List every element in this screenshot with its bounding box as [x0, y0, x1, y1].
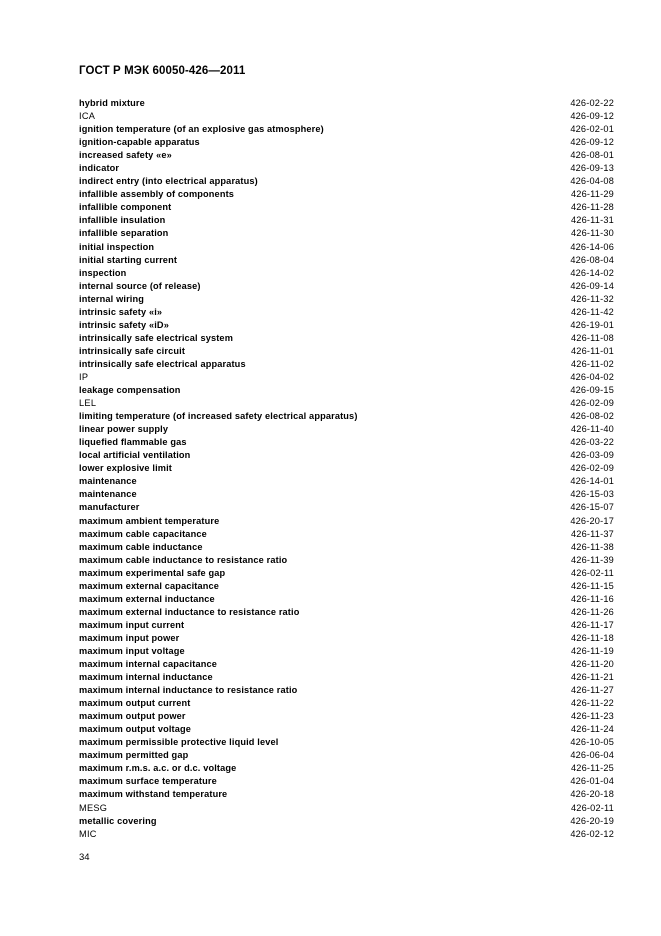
entry-code: 426-11-02 [570, 358, 614, 369]
index-entry [79, 710, 614, 723]
entry-term: initial inspection [79, 241, 155, 252]
page-number: 34 [79, 852, 90, 863]
index-entry [79, 749, 614, 762]
index-entry [79, 541, 614, 554]
entry-code: 426-11-18 [570, 632, 614, 643]
entry-code: 426-06-04 [570, 750, 614, 761]
entry-term: maximum permitted gap [79, 750, 189, 761]
entry-code: 426-02-01 [570, 124, 614, 135]
entry-code: 426-11-28 [570, 202, 614, 213]
entry-term: maximum external inductance [79, 593, 215, 604]
entry-term: limiting temperature (of increased safety electrical apparatus) [79, 411, 358, 422]
index-entry [79, 475, 614, 488]
index-entry [79, 214, 614, 227]
index-entry [79, 815, 614, 828]
index-entry [79, 462, 614, 475]
entry-term: maximum output voltage [79, 724, 192, 735]
index-entry [79, 501, 614, 514]
entry-code: 426-04-02 [570, 371, 614, 382]
entry-code: 426-09-15 [570, 385, 614, 396]
entry-code: 426-02-12 [570, 828, 614, 839]
entry-term: maintenance [79, 476, 137, 487]
entry-code: 426-11-31 [570, 215, 614, 226]
entry-code: 426-11-19 [570, 645, 614, 656]
index-entry [79, 188, 614, 201]
entry-code: 426-03-09 [570, 450, 614, 461]
entry-term: maximum cable capacitance [79, 528, 207, 539]
entry-term: liquefied flammable gas [79, 437, 187, 448]
entry-code: 426-09-12 [570, 111, 614, 122]
index-entry [79, 345, 614, 358]
index-entry [79, 136, 614, 149]
entry-term: linear power supply [79, 424, 169, 435]
entry-code: 426-14-01 [570, 476, 614, 487]
term-index-list [79, 97, 614, 841]
entry-code: 426-11-30 [570, 228, 614, 239]
index-entry [79, 658, 614, 671]
entry-code: 426-02-22 [570, 98, 614, 108]
index-entry [79, 332, 614, 345]
entry-term: intrinsically safe electrical apparatus [79, 358, 246, 369]
entry-term: maximum experimental safe gap [79, 567, 226, 578]
entry-term: infallible insulation [79, 215, 166, 226]
entry-code: 426-02-11 [570, 567, 614, 578]
index-entry [79, 436, 614, 449]
entry-code: 426-11-17 [570, 619, 614, 630]
index-entry [79, 449, 614, 462]
entry-code: 426-10-05 [570, 737, 614, 748]
entry-code: 426-11-01 [570, 345, 614, 356]
entry-term: ignition-capable apparatus [79, 137, 200, 148]
entry-code: 426-14-02 [570, 267, 614, 278]
index-entry [79, 619, 614, 632]
entry-code: 426-08-01 [570, 150, 614, 161]
entry-code: 426-11-26 [570, 606, 614, 617]
entry-code: 426-01-04 [570, 776, 614, 787]
index-entry [79, 227, 614, 240]
index-entry [79, 802, 614, 815]
entry-term: maximum cable inductance to resistance ratio [79, 554, 288, 565]
entry-code: 426-02-11 [570, 802, 614, 813]
entry-term: infallible assembly of components [79, 189, 235, 200]
index-entry [79, 280, 614, 293]
entry-term: infallible separation [79, 228, 169, 239]
entry-term: maximum output current [79, 698, 191, 709]
entry-term: MESG [79, 802, 108, 813]
entry-code: 426-02-09 [570, 463, 614, 474]
entry-term: maximum external capacitance [79, 580, 220, 591]
index-entry [79, 97, 614, 110]
index-entry [79, 671, 614, 684]
index-entry [79, 762, 614, 775]
index-entry [79, 775, 614, 788]
entry-code: 426-09-12 [570, 137, 614, 148]
entry-term: maximum internal inductance to resistance ratio [79, 685, 298, 696]
index-entry [79, 149, 614, 162]
entry-term: ICA [79, 111, 96, 122]
entry-code: 426-11-29 [570, 189, 614, 200]
entry-code: 426-04-08 [570, 176, 614, 187]
entry-term: leakage compensation [79, 385, 181, 396]
index-entry [79, 515, 614, 528]
index-entry [79, 697, 614, 710]
index-entry [79, 384, 614, 397]
entry-code: 426-11-23 [570, 711, 614, 722]
entry-code: 426-11-15 [570, 580, 614, 591]
entry-code: 426-11-37 [570, 528, 614, 539]
entry-code: 426-15-03 [570, 489, 614, 500]
index-entry [79, 371, 614, 384]
entry-code: 426-11-20 [570, 659, 614, 670]
index-entry [79, 358, 614, 371]
entry-term: internal wiring [79, 293, 145, 304]
entry-term: maximum input voltage [79, 645, 185, 656]
index-entry [79, 528, 614, 541]
entry-code: 426-09-13 [570, 163, 614, 174]
entry-term: ignition temperature (of an explosive gas atmosphere) [79, 124, 324, 135]
entry-term: intrinsically safe electrical system [79, 332, 234, 343]
index-entry [79, 410, 614, 423]
entry-code: 426-08-02 [570, 411, 614, 422]
entry-code: 426-11-39 [570, 554, 614, 565]
entry-term: maintenance [79, 489, 137, 500]
entry-code: 426-20-19 [570, 815, 614, 826]
entry-term: maximum input power [79, 632, 180, 643]
entry-term: manufacturer [79, 502, 140, 513]
entry-term: MIC [79, 828, 97, 839]
index-entry [79, 175, 614, 188]
index-entry [79, 632, 614, 645]
entry-code: 426-11-22 [570, 698, 614, 709]
index-entry [79, 397, 614, 410]
entry-term: maximum ambient temperature [79, 515, 220, 526]
entry-term: local artificial ventilation [79, 450, 191, 461]
index-entry [79, 306, 614, 319]
index-entry [79, 241, 614, 254]
entry-term: inspection [79, 267, 127, 278]
entry-code: 426-20-18 [570, 789, 614, 800]
entry-term: maximum internal inductance [79, 672, 213, 683]
entry-term: initial starting current [79, 254, 178, 265]
entry-code: 426-11-27 [570, 685, 614, 696]
index-entry [79, 293, 614, 306]
index-entry [79, 580, 614, 593]
entry-term: maximum cable inductance [79, 541, 203, 552]
entry-term: maximum external inductance to resistance ratio [79, 606, 300, 617]
entry-code: 426-03-22 [570, 437, 614, 448]
entry-term: maximum input current [79, 619, 185, 630]
entry-code: 426-20-17 [570, 515, 614, 526]
entry-term: infallible component [79, 202, 172, 213]
entry-term: indicator [79, 163, 120, 174]
index-entry [79, 201, 614, 214]
entry-term: maximum surface temperature [79, 776, 217, 787]
index-entry [79, 123, 614, 136]
index-entry [79, 319, 614, 332]
index-entry [79, 567, 614, 580]
entry-term: hybrid mixture [79, 98, 145, 108]
index-entry [79, 593, 614, 606]
index-entry [79, 162, 614, 175]
entry-term: intrinsic safety «iD» [79, 319, 169, 330]
entry-term: increased safety «e» [79, 150, 172, 161]
entry-term: intrinsically safe circuit [79, 345, 186, 356]
index-entry [79, 684, 614, 697]
entry-term: LEL [79, 398, 97, 409]
index-entry [79, 606, 614, 619]
entry-code: 426-11-42 [570, 306, 614, 317]
entry-code: 426-11-32 [570, 293, 614, 304]
document-header: ГОСТ Р МЭК 60050-426—2011 [79, 65, 246, 77]
entry-code: 426-11-38 [570, 541, 614, 552]
entry-code: 426-11-21 [570, 672, 614, 683]
index-entry [79, 645, 614, 658]
entry-code: 426-15-07 [570, 502, 614, 513]
entry-code: 426-11-08 [570, 332, 614, 343]
entry-term: maximum r.m.s. a.c. or d.c. voltage [79, 763, 237, 774]
index-entry [79, 554, 614, 567]
entry-code: 426-11-16 [570, 593, 614, 604]
index-entry [79, 267, 614, 280]
entry-term: IP [79, 371, 89, 382]
index-entry [79, 788, 614, 801]
entry-term: maximum output power [79, 711, 186, 722]
entry-term: lower explosive limit [79, 463, 173, 474]
entry-term: maximum withstand temperature [79, 789, 228, 800]
entry-term: maximum permissible protective liquid level [79, 737, 279, 748]
index-entry [79, 736, 614, 749]
index-entry [79, 110, 614, 123]
entry-code: 426-11-24 [570, 724, 614, 735]
index-entry [79, 254, 614, 267]
entry-code: 426-14-06 [570, 241, 614, 252]
entry-term: maximum internal capacitance [79, 659, 217, 670]
entry-term: metallic covering [79, 815, 157, 826]
index-entry [79, 723, 614, 736]
index-entry [79, 828, 614, 841]
entry-term: internal source (of release) [79, 280, 201, 291]
entry-code: 426-09-14 [570, 280, 614, 291]
entry-code: 426-02-09 [570, 398, 614, 409]
index-entry [79, 423, 614, 436]
entry-code: 426-11-40 [570, 424, 614, 435]
index-entry [79, 488, 614, 501]
entry-term: intrinsic safety «i» [79, 306, 163, 317]
entry-term: indirect entry (into electrical apparatus) [79, 176, 258, 187]
entry-code: 426-11-25 [570, 763, 614, 774]
entry-code: 426-19-01 [570, 319, 614, 330]
entry-code: 426-08-04 [570, 254, 614, 265]
